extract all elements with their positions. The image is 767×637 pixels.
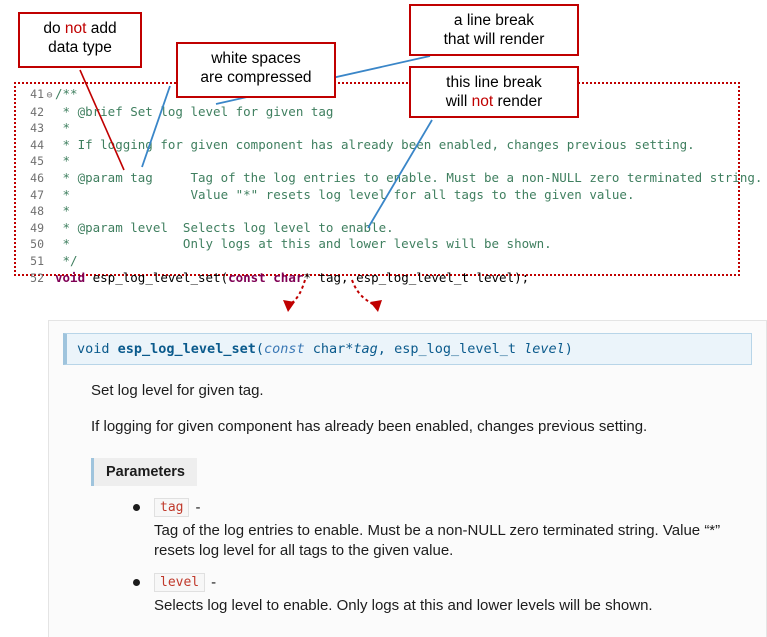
code-line-text: * @brief Set log level for given tag [55,103,334,119]
doc-parameter-dash: - [211,574,217,591]
code-line [18,153,734,170]
doc-signature-param-level: level [524,341,565,357]
doc-signature-void: void [77,341,110,357]
doc-signature-const: const [263,341,305,357]
doc-parameter-name: level [154,573,205,592]
bullet-icon [133,579,140,586]
line-number: 52 [30,270,44,285]
code-line-text: * [55,153,71,169]
fold-toggle-icon[interactable]: ⊖ [46,90,53,101]
code-line-text: * Only logs at this and lower levels will be shown. [55,236,552,252]
code-line [18,220,734,237]
code-line-text: * [55,120,71,136]
callout-no-data-type-line1a: do [43,20,65,37]
code-signature-rest: * tag, esp_log_level_t level); [303,269,530,285]
code-line [18,253,734,270]
doc-signature-paren-open: ( [255,341,264,357]
line-number: 46 [30,170,44,185]
doc-function-signature [63,333,752,365]
list-item [91,498,752,562]
line-number: 49 [30,220,44,235]
doc-parameter-head [133,498,752,517]
line-number: 43 [30,121,44,136]
callout-no-data-type-line2: data type [48,39,112,57]
doc-details-text: If logging for given component has already been enabled, changes previous setting. [91,418,648,436]
doc-signature-comma: , [377,341,395,357]
doc-signature-star: * [345,341,354,357]
bullet-icon [133,504,140,511]
arrow-right-head [370,300,382,312]
line-number: 47 [30,187,44,202]
doc-parameter-description: Tag of the log entries to enable. Must be a non-NULL zero terminated string. Value “*” resets log level for all tags to the given value. [154,521,721,559]
callout-line-break-not-renders [409,66,579,118]
doc-signature-param-tag: tag [353,341,378,357]
doc-parameter-head [133,573,752,592]
callout-line-break-renders-line2: that will render [443,31,545,49]
code-line [18,236,734,253]
callout-whitespace-line1: white spaces [211,50,301,67]
code-line [18,169,763,187]
line-number: 41 [30,87,44,101]
doc-signature-function-name: esp_log_level_set [117,341,256,357]
callout-line-break-renders [409,4,579,56]
code-line-text: * Value "*" resets log level for all tags to the given value. [55,186,635,202]
code-line-text: * @param level Selects log level to enable. [55,219,394,235]
code-paren-open: ( [220,269,229,285]
line-number: 45 [30,154,44,169]
code-line-text: * [55,203,71,219]
line-number: 51 [30,253,44,268]
doc-signature-paren-close: ) [564,341,573,357]
code-keyword-void: void [55,269,86,285]
callout-no-data-type-line1b: add [86,20,117,37]
callout-line-break-renders-line1: a line break [453,12,535,29]
doc-parameter-name: tag [154,498,189,517]
callout-whitespace-compressed [176,42,336,98]
callout-line-break-not-renders-highlight: not [471,93,494,111]
line-number: 44 [30,137,44,152]
code-line [18,86,734,104]
code-line-text: */ [55,252,78,268]
code-line [18,187,734,204]
doc-signature-char: char [312,341,346,357]
callout-line-break-not-renders-line2b: render [493,93,543,111]
code-function-name: esp_log_level_set [85,269,221,285]
list-item [91,573,752,616]
rendered-documentation-panel [48,320,767,637]
doc-parameter-dash: - [195,498,201,516]
doc-signature-type-level: esp_log_level_t [394,341,516,357]
doc-parameters-header: Parameters [91,458,197,486]
doc-parameter-list [91,498,752,617]
callout-line-break-not-renders-line2a: will [445,93,472,111]
callout-no-data-type [18,12,142,68]
code-line-signature [18,270,734,287]
doc-brief-text: Set log level for given tag. [91,382,264,399]
code-line [18,120,734,137]
code-keyword-char: char [265,269,304,285]
code-keyword-const: const [228,269,266,285]
callout-no-data-type-highlight: not [64,20,87,37]
code-line-text: * @param tag Tag of the log entries to enable. Must be a non-NULL zero terminated string. [55,169,763,185]
line-number: 48 [30,204,44,219]
callout-line-break-not-renders-line1: this line break [446,74,542,91]
line-number: 50 [30,237,44,252]
code-line [18,203,734,220]
line-number: 42 [30,104,44,119]
code-line-text: * If logging for given component has already been enabled, changes previous setting. [55,136,695,152]
doc-parameter-description: Selects log level to enable. Only logs at this and lower levels will be shown. [154,597,653,614]
code-line [18,137,734,154]
code-line-text: /** [55,86,78,101]
arrow-left-head [283,300,295,312]
source-code-panel [14,82,763,285]
callout-whitespace-line2: are compressed [200,69,312,87]
code-line [18,104,734,121]
